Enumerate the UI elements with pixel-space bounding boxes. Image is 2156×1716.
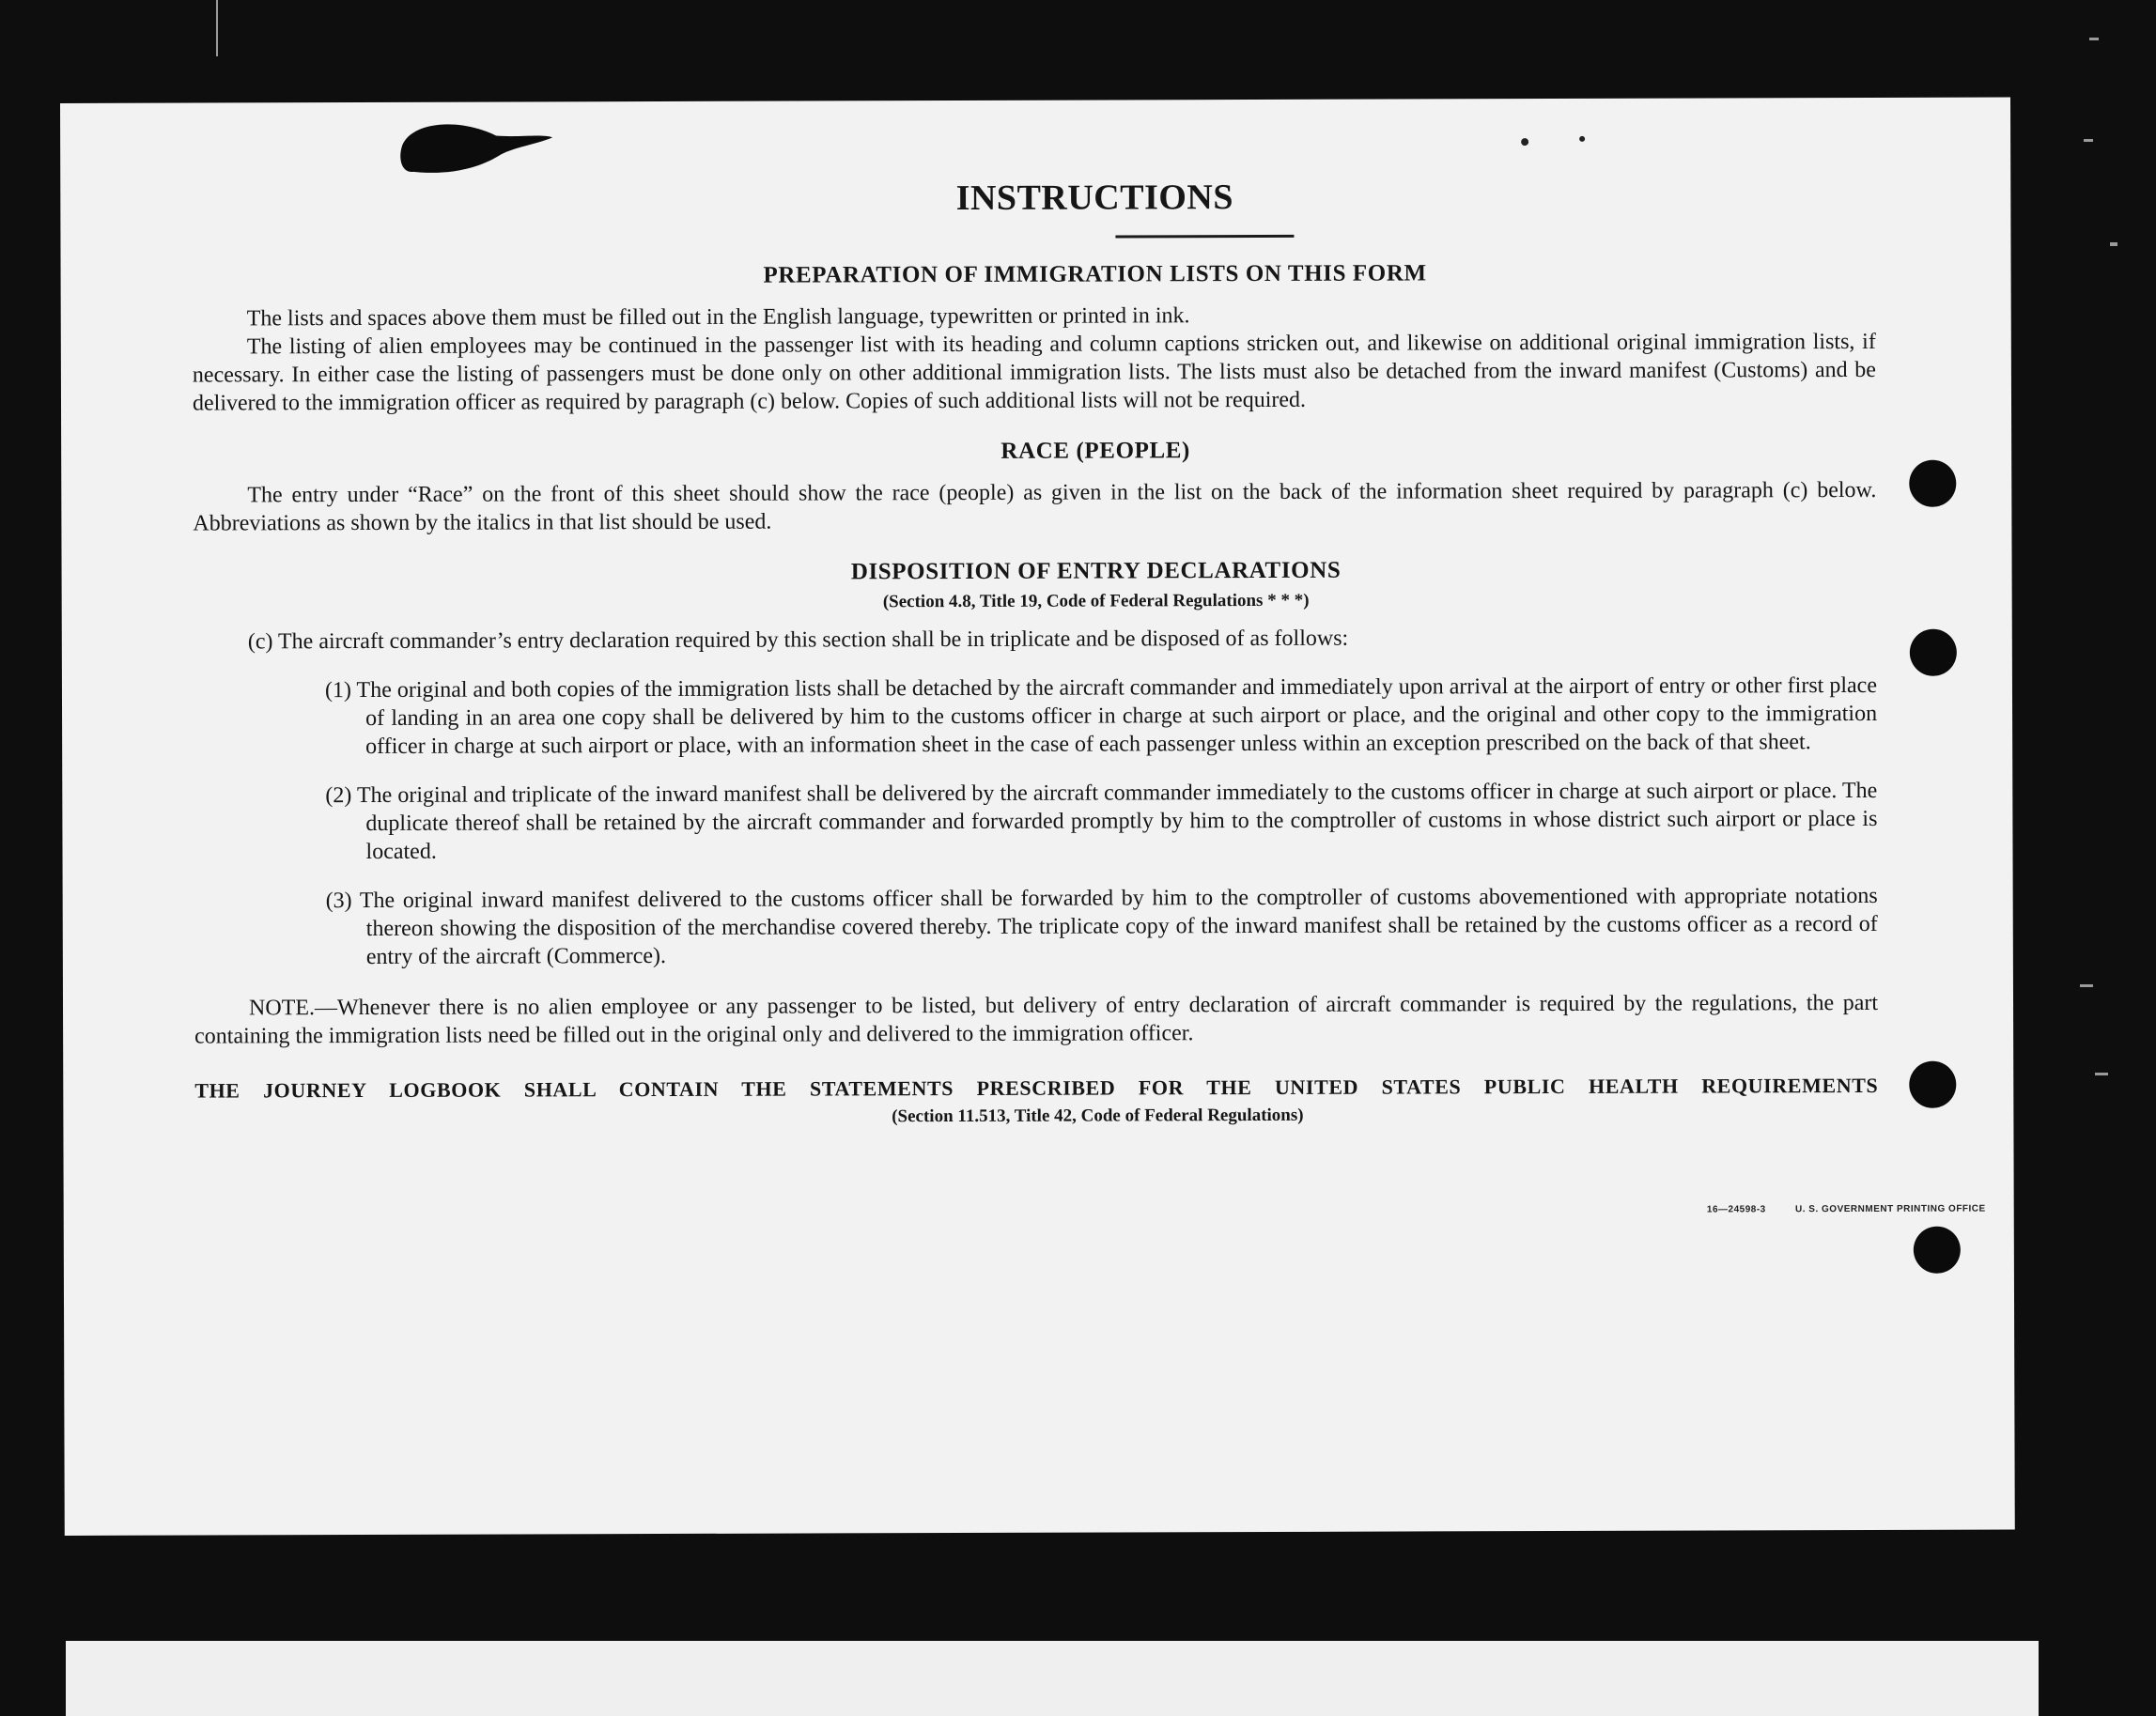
punch-hole xyxy=(1909,1061,1956,1108)
next-page-edge xyxy=(66,1641,2039,1716)
disposition-item: (3) The original inward manifest delivered to the customs officer shall be forwarded by him to the comptroller of customs abovementioned with appropriate notations thereon showing the disposition of the merchandise covered thereby. The triplicate copy of the inward manifest shall be retained by the customs officer as a record of entry of the aircraft (Commerce). xyxy=(325,883,1878,969)
punch-hole xyxy=(1909,460,1956,507)
disposition-intro: (c) The aircraft commander’s entry declaration required by this section shall be in triplicate and be disposed of as follows: xyxy=(247,626,1349,655)
printing-office: U. S. GOVERNMENT PRINTING OFFICE xyxy=(1795,1203,1986,1215)
form-number: 16—24598-3 xyxy=(1706,1204,1766,1215)
punch-hole xyxy=(1910,629,1957,676)
punch-hole xyxy=(1914,1227,1961,1274)
ink-blot-icon xyxy=(393,116,557,183)
section-heading-disposition: DISPOSITION OF ENTRY DECLARATIONS xyxy=(850,557,1342,585)
film-edge-mark xyxy=(2080,984,2093,987)
document-page xyxy=(60,97,2015,1536)
film-edge-mark xyxy=(216,0,218,56)
film-edge-mark xyxy=(2084,139,2093,142)
note-paragraph: NOTE.—Whenever there is no alien employee or any passenger to be listed, but delivery of entry declaration of aircraft commander is required by the regulations, the part containing the immigration lists need be filled out in the original only and delivered to the immigration officer. xyxy=(194,990,1879,1049)
race-paragraph: The entry under “Race” on the front of this sheet should show the race (people) as given in the list on the back of the information sheet required by paragraph (c) below. Abbreviations as shown by the italics in that list should be used. xyxy=(193,477,1877,536)
page-title: INSTRUCTIONS xyxy=(955,178,1234,219)
speck-mark xyxy=(1579,136,1585,142)
preparation-paragraph-2: The listing of alien employees may be continued in the passenger list with its heading and column captions stricken out, and likewise on additional original immigration lists, if necessary. In either case the listing of passengers must be done only on other additional immigration lists. The lists must also be detached from the inward manifest (Customs) and be delivered to the immigration officer as required by paragraph (c) below. Copies of such additional lists will not be required. xyxy=(192,329,1876,416)
film-edge-mark xyxy=(2095,1073,2108,1075)
title-rule xyxy=(1115,235,1294,239)
printer-imprint xyxy=(1707,1204,1986,1215)
instructions-body xyxy=(192,175,1878,1134)
film-edge-mark xyxy=(2110,242,2117,246)
section-heading-preparation: PREPARATION OF IMMIGRATION LISTS ON THIS FORM xyxy=(763,260,1427,288)
speck-mark xyxy=(1521,138,1528,146)
film-edge-mark xyxy=(2089,38,2099,40)
health-requirements-line: THE JOURNEY LOGBOOK SHALL CONTAIN THE STATEMENTS PRESCRIBED FOR THE UNITED STATES PUBLIC HEALTH REQUIREMENTS xyxy=(194,1073,1879,1103)
health-requirements-citation: (Section 11.513, Title 42, Code of Federal Regulations) xyxy=(892,1105,1304,1127)
disposition-item: (2) The original and triplicate of the inward manifest shall be delivered by the aircraft commander immediately to the customs officer in charge at such airport or place. The duplicate thereof shall be retained by the aircraft commander and forwarded promptly by him to the comptroller of customs in whose district such airport or place is located. xyxy=(325,778,1878,864)
disposition-citation: (Section 4.8, Title 19, Code of Federal Regulations * * *) xyxy=(882,590,1310,612)
disposition-item: (1) The original and both copies of the immigration lists shall be detached by the aircraft commander and immediately upon arrival at the airport of entry or other first place of landing in an area one copy shall be delivered by him to the customs officer in charge at such airport or place, and the original and other copy to the immigration officer in charge at such airport or place, with an information sheet in the case of each passenger unless within an exception prescribed on the back of that sheet. xyxy=(324,672,1878,759)
section-heading-race: RACE (PEOPLE) xyxy=(1000,438,1190,464)
preparation-paragraph-1: The lists and spaces above them must be filled out in the English language, typewritten or printed in ink. xyxy=(246,303,1190,332)
